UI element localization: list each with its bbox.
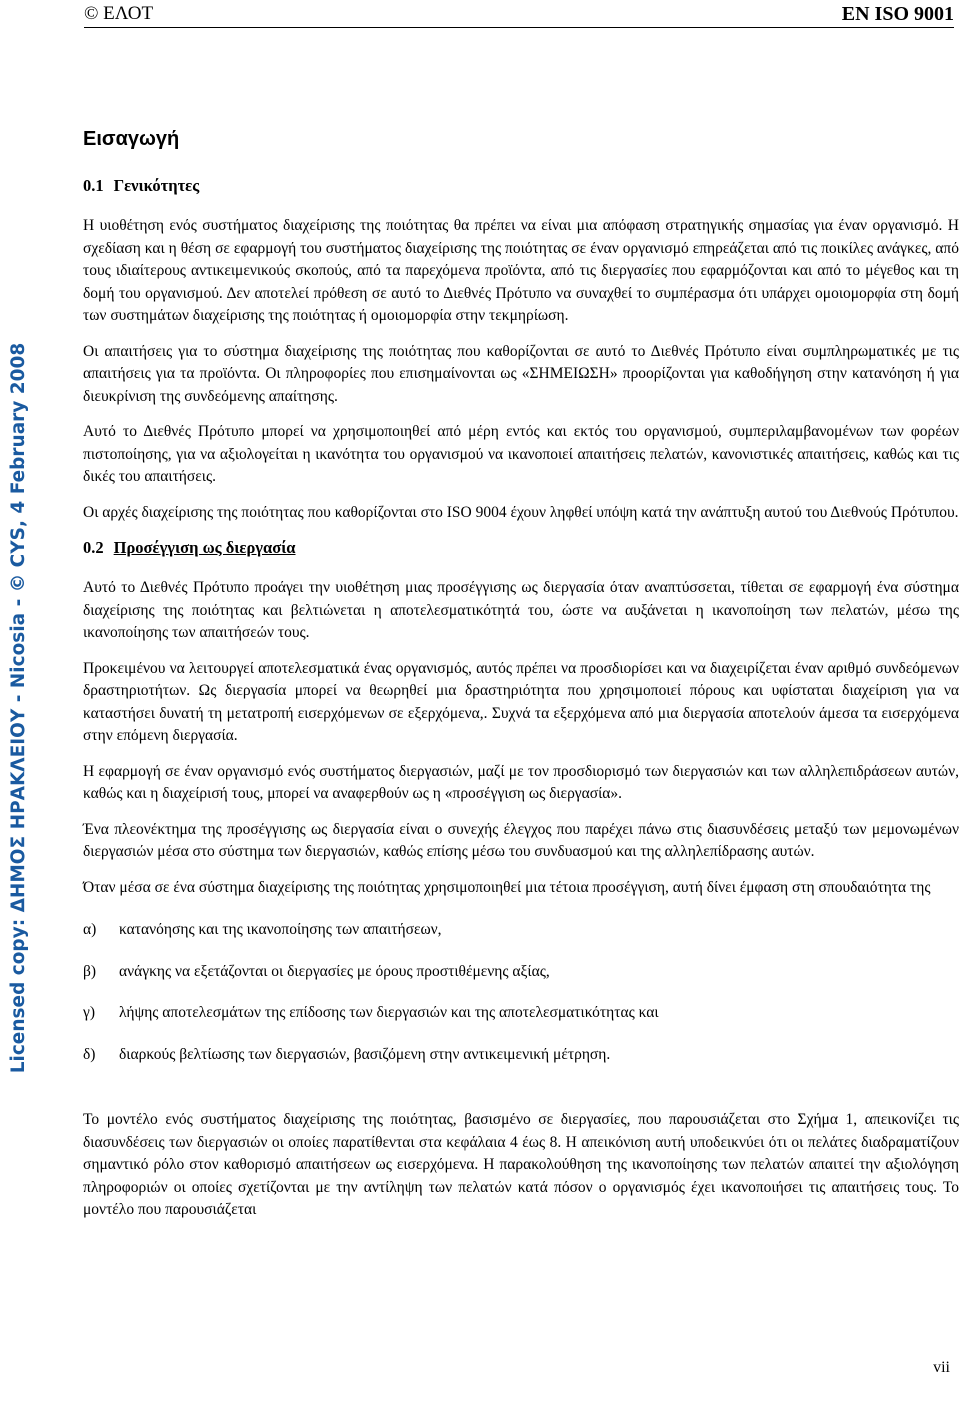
paragraph: Αυτό το Διεθνές Πρότυπο μπορεί να χρησιμοποιηθεί από μέρη εντός και εκτός του οργανισμού, συμπεριλαμβανομένων των φορέων πιστοποίησης, για να αξιολογείται η ικανότητα του οργανισμού να ικανοποιεί απαιτήσεις πελατών, κανονιστικές απαιτήσεις, καθώς και τις δικές του απαιτήσεις. bbox=[83, 423, 959, 485]
paragraph: Αυτό το Διεθνές Πρότυπο προάγει την υιοθέτηση μιας προσέγγισης ως διεργασία όταν αναπτύσσεται, τίθεται σε εφαρμογή ένα σύστημα διαχείρισης της ποιότητας και βελτιώνεται η αποτελεσματικότητά του, ώστε να αυξάνεται η ικανοποίηση των πελατών, μέσω της ικανοποίησης των απαιτήσεών τους. bbox=[83, 579, 959, 641]
copyright-label: © ΕΛΟΤ bbox=[84, 3, 154, 24]
list-item-label: β) bbox=[83, 962, 97, 980]
subsection-number: 0.1 bbox=[83, 176, 104, 195]
license-watermark: Licensed copy: ΔΗΜΟΣ ΗΡΑΚΛΕΙΟΥ - Nicosia - © CYS, 4 February 2008 bbox=[8, 342, 29, 1074]
subsection-heading-0-1 bbox=[83, 175, 959, 197]
list-item-label: α) bbox=[83, 921, 97, 938]
paragraph: Οι αρχές διαχείρισης της ποιότητας που καθορίζονται στο ISO 9004 έχουν ληφθεί υπόψη κατά την ανάπτυξη αυτού του Διεθνούς Πρότυπου. bbox=[83, 503, 959, 521]
list-item bbox=[83, 1044, 959, 1067]
paragraph: Ένα πλεονέκτημα της προσέγγισης ως διεργασία είναι ο συνεχής έλεγχος που παρέχει πάνω στις διασυνδέσεις μεταξύ των μεμονωμένων διεργασιών μέσα στο σύστημα των διεργασιών, καθώς επίσης μέσω του συνδυασμού και της αλληλεπίδρασης αυτών. bbox=[83, 820, 959, 860]
section-title: Εισαγωγή bbox=[83, 128, 180, 150]
standard-label: EN ISO 9001 bbox=[841, 3, 954, 25]
page-number: vii bbox=[933, 1359, 950, 1376]
list-item bbox=[83, 961, 959, 984]
subsection-number: 0.2 bbox=[83, 538, 104, 557]
list-item-label: δ) bbox=[83, 1045, 96, 1063]
paragraph: Το μοντέλο ενός συστήματος διαχείρισης της ποιότητας, βασισμένο σε διεργασίες, που παρουσιάζεται στο Σχήμα 1, απεικονίζει τις διασυνδέσεις των διεργασιών οι οποίες παρατίθενται στα κεφάλαια 4 έως 8. Η απεικόνιση αυτή υποδεικνύει ότι οι πελάτες διαδραματίζουν σημαντικό ρόλο στον καθορισμό απαιτήσεων ως εισερχόμενα. Η παρακολούθηση της ικανοποίησης των πελατών απαιτεί την αξιολόγηση πληροφοριών οι οποίες σχετίζονται με την αντίληψη των πελατών κατά πόσον ο οργανισμός έχει ικανοποιήσει τις απαιτήσεις τους. Το μοντέλο που παρουσιάζεται bbox=[83, 1111, 959, 1218]
subsection-heading-0-2 bbox=[83, 537, 959, 559]
list-item-text: κατανόησης και της ικανοποίησης των απαιτήσεων, bbox=[119, 921, 442, 938]
header-rule bbox=[84, 27, 954, 28]
emphasis-list bbox=[83, 919, 959, 1066]
list-item bbox=[83, 1002, 959, 1025]
subsection-title: Γενικότητες bbox=[113, 176, 200, 195]
list-item-label: γ) bbox=[83, 1004, 96, 1021]
list-item-text: λήψης αποτελεσμάτων της επίδοσης των διεργασιών και της αποτελεσματικότητας και bbox=[119, 1004, 659, 1021]
paragraph: Προκειμένου να λειτουργεί αποτελεσματικά ένας οργανισμός, αυτός πρέπει να προσδιορίσει και να διαχειρίζεται έναν αριθμό συνδεόμενων δραστηριοτήτων. Ως διεργασία μπορεί να θεωρηθεί μια δραστηριότητα που χρησιμοποιεί πόρους και υφίσταται διαχείριση για να καταστήσει δυνατή τη μετατροπή εισερχόμενων σε εξερχόμενα,. Συχνά τα εξερχόμενα από μια διεργασία αποτελούν άμεσα τα εισερχόμενα στην επόμενη διεργασία. bbox=[83, 659, 959, 744]
page-header bbox=[84, 0, 954, 26]
list-item-text: διαρκούς βελτίωσης των διεργασιών, βασιζόμενη στην αντικειμενική μέτρηση. bbox=[119, 1045, 611, 1063]
document-body bbox=[83, 120, 959, 1235]
list-item bbox=[83, 919, 959, 942]
paragraph: Όταν μέσα σε ένα σύστημα διαχείρισης της ποιότητας χρησιμοποιηθεί μια τέτοια προσέγγιση, αυτή δίνει έμφαση στη σπουδαιότητα της bbox=[83, 878, 931, 896]
subsection-title: Προσέγγιση ως διεργασία bbox=[113, 538, 296, 557]
paragraph: Η εφαρμογή σε έναν οργανισμό ενός συστήματος διεργασιών, μαζί με τον προσδιορισμό των διεργασιών και των αλληλεπιδράσεων αυτών, καθώς και η διαχείρισή τους, μπορεί να αναφερθούν ως η «προσέγγιση ως διεργασία». bbox=[83, 762, 959, 802]
paragraph: Η υιοθέτηση ενός συστήματος διαχείρισης της ποιότητας θα πρέπει να είναι μια απόφαση στρατηγικής σημασίας για έναν οργανισμό. Η σχεδίαση και η θέση σε εφαρμογή του συστήματος διαχείρισης της ποιότητας σε έναν οργανισμό επηρεάζεται από τις ποικίλες ανάγκες, από τους ιδιαίτερους αντικειμενικούς σκοπούς, από τα παρεχόμενα προϊόντα, από τις διεργασίες που εφαρμόζονται και από το μέγεθος και τη δομή του οργανισμού. Δεν αποτελεί πρόθεση σε αυτό το Διεθνές Πρότυπο να συναχθεί το συμπέρασμα ότι υπάρχει ομοιομορφία στη δομή των συστημάτων διαχείρισης της ποιότητας ή ομοιομορφία στην τεκμηρίωση. bbox=[83, 217, 959, 324]
list-item-text: ανάγκης να εξετάζονται οι διεργασίες με όρους προστιθέμενης αξίας, bbox=[119, 962, 550, 980]
paragraph: Οι απαιτήσεις για το σύστημα διαχείρισης της ποιότητας που καθορίζονται σε αυτό το Διεθνές Πρότυπο είναι συμπληρωματικές με τις απαιτήσεις για τα προϊόντα. Οι πληροφορίες που επισημαίνονται ως «ΣΗΜΕΙΩΣΗ» προορίζονται για καθοδήγηση στην κατανόηση ή για διευκρίνιση της συνδεόμενης απαίτησης. bbox=[83, 342, 959, 405]
